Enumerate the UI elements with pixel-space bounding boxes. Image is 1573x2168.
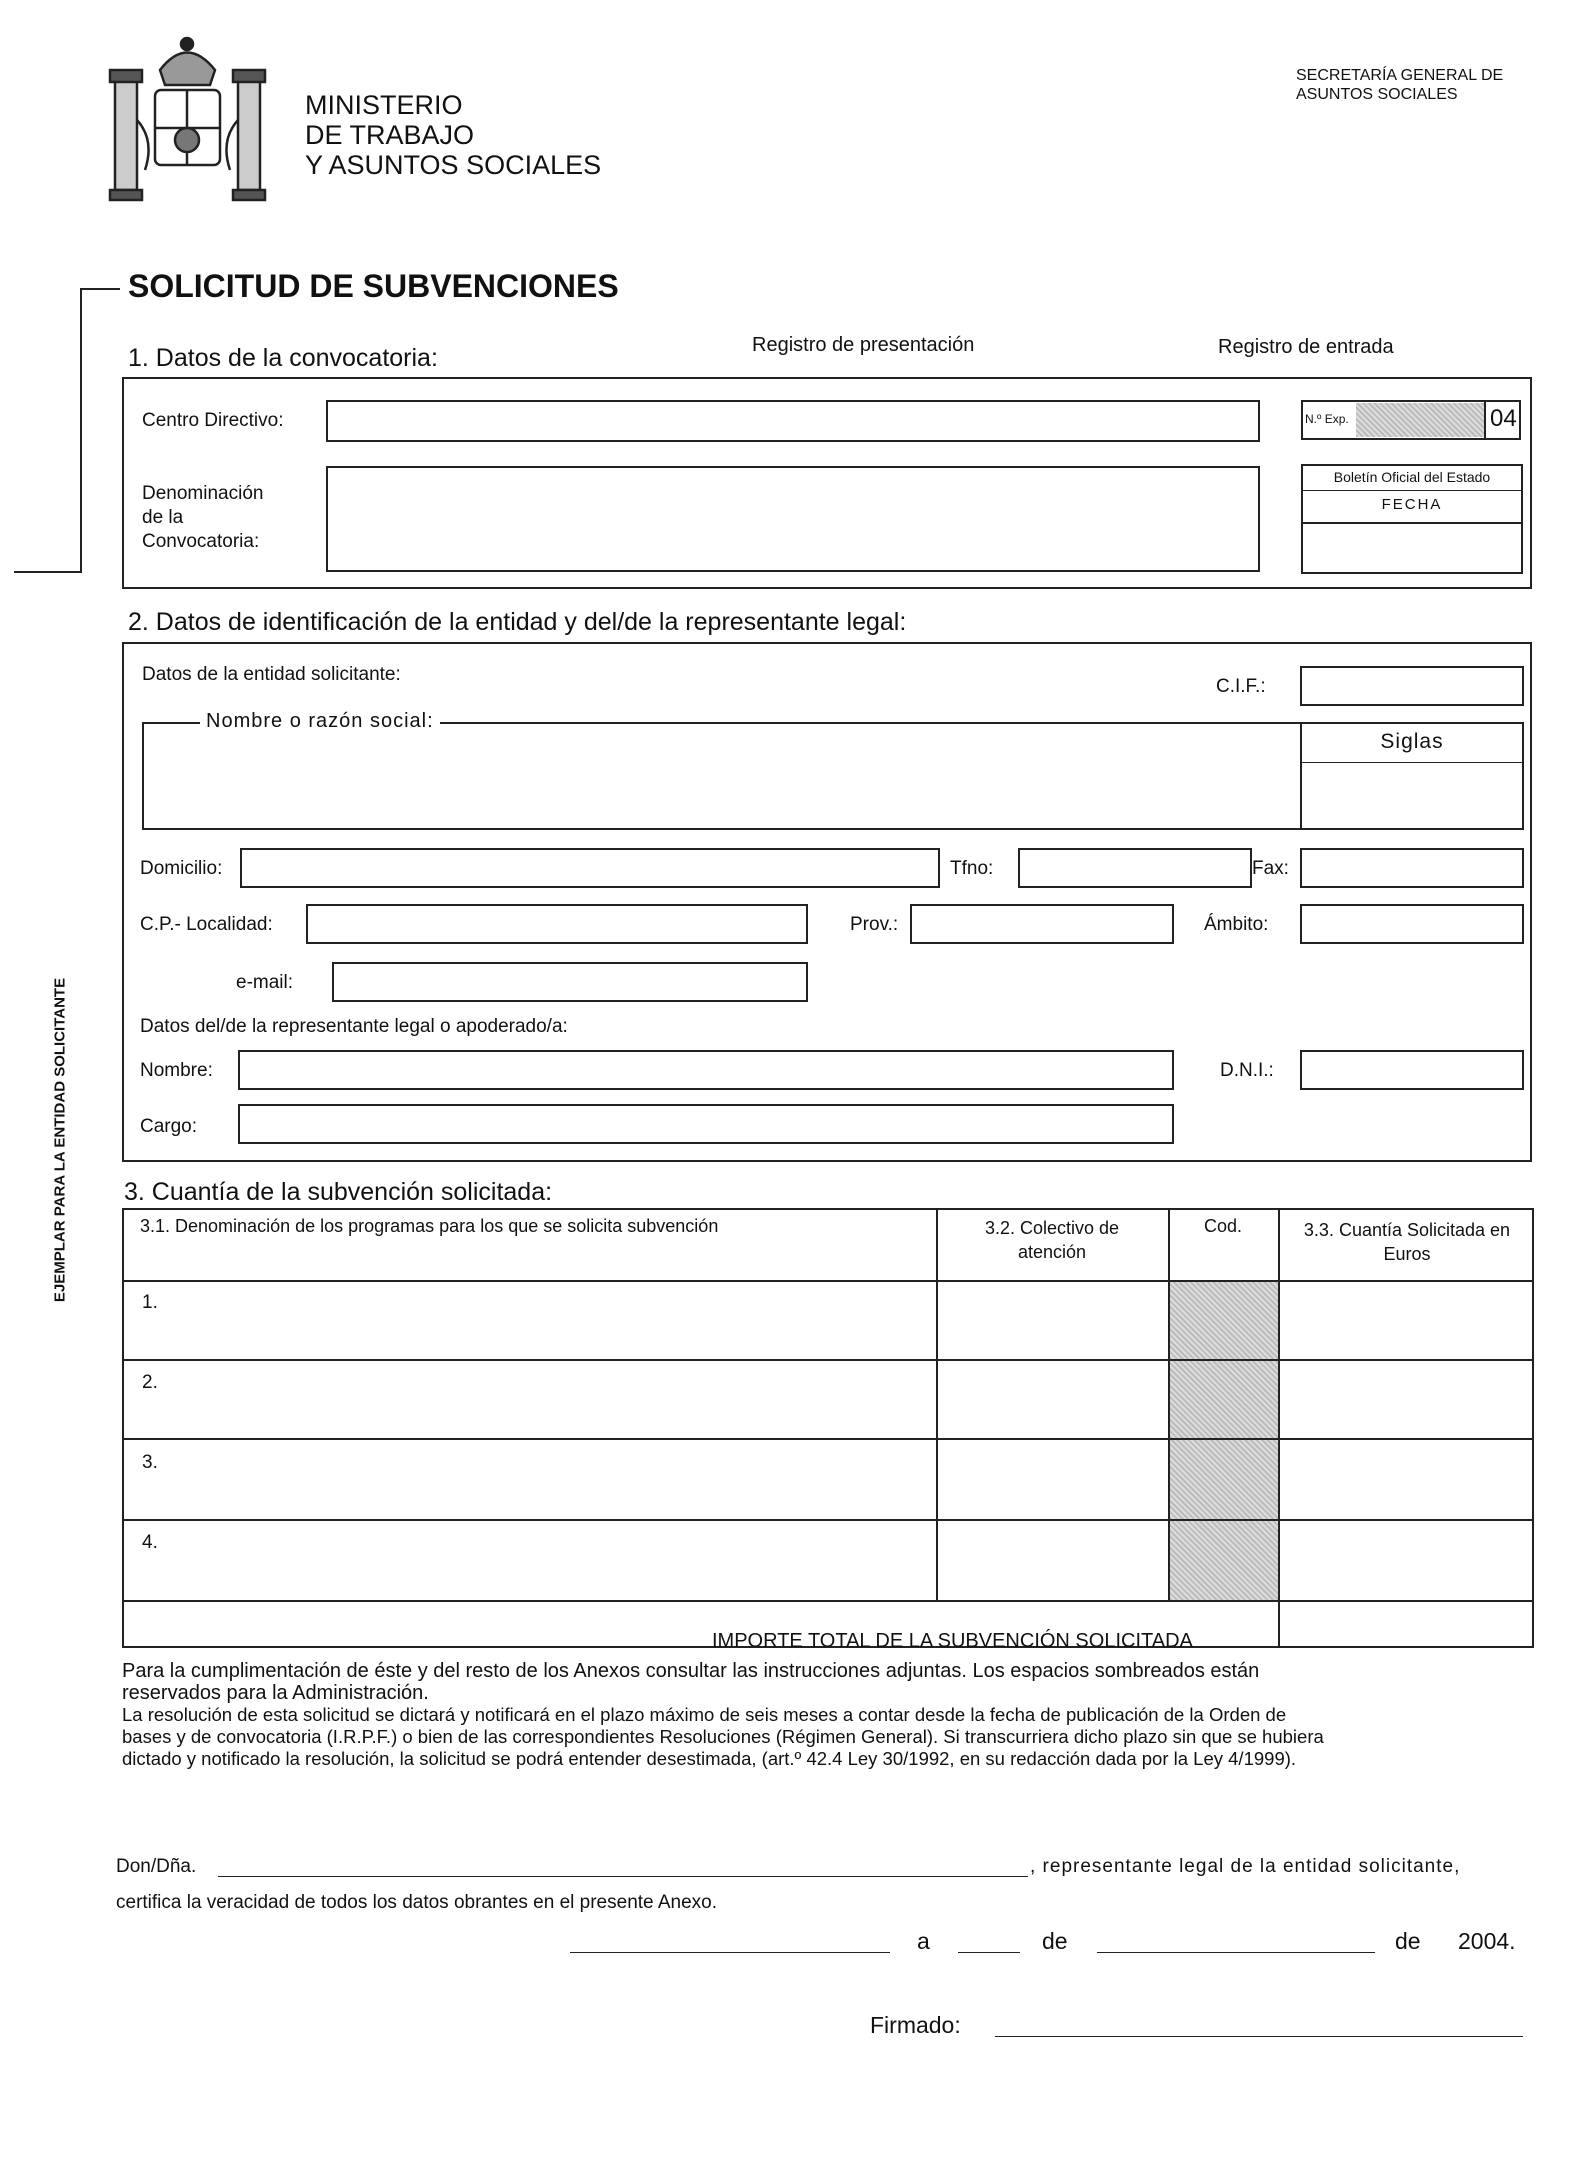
email-label: e-mail: [236, 972, 294, 993]
ministry-line: MINISTERIO [305, 90, 463, 120]
date-a-label: a [917, 1928, 930, 1954]
section3-title: 3. Cuantía de la subvención solicitada: [124, 1178, 553, 1206]
registro-presentacion-label: Registro de presentación [752, 334, 975, 356]
day-line[interactable] [958, 1952, 1020, 1953]
cargo-label: Cargo: [140, 1116, 198, 1137]
cod-shaded-cell [1170, 1282, 1278, 1359]
row-divider [122, 1438, 1534, 1440]
nexp-value: 04 [1490, 405, 1517, 432]
note-line: bases y de convocatoria (I.R.P.F.) o bien de las correspondientes Resoluciones (Régimen General). Si transcurriera dicho plazo sin que se hubiera [122, 1726, 1324, 1747]
tlfno-label: Tfno: [950, 858, 994, 879]
ambito-field[interactable] [1300, 904, 1524, 944]
don-dna-line[interactable] [218, 1876, 1028, 1877]
cif-field[interactable] [1300, 666, 1524, 706]
boe-rule [1301, 490, 1523, 491]
prov-field[interactable] [910, 904, 1174, 944]
cif-label: C.I.F.: [1216, 676, 1266, 697]
program-row-number: 4. [142, 1532, 158, 1553]
ministry-line: Y ASUNTOS SOCIALES [305, 150, 602, 180]
col-cuantia-line: Euros [1383, 1244, 1431, 1264]
col-cod-header: Cod. [1203, 1216, 1243, 1236]
registro-entrada-label: Registro de entrada [1218, 336, 1394, 358]
col-colectivo-line: 3.2. Colectivo de [984, 1218, 1120, 1238]
nombre-label: Nombre: [140, 1060, 213, 1081]
dni-label: D.N.I.: [1220, 1060, 1274, 1081]
denominacion-field[interactable] [326, 466, 1260, 572]
cod-shaded-cell [1170, 1361, 1278, 1438]
dni-field[interactable] [1300, 1050, 1524, 1090]
representante-label: Datos del/de la representante legal o apoderado/a: [140, 1016, 568, 1037]
signature-line[interactable] [995, 2036, 1523, 2037]
centro-directivo-field[interactable] [326, 400, 1260, 442]
note-line: La resolución de esta solicitud se dictará y notificará en el plazo máximo de seis meses a contar desde la fecha de publicación de la Orden de [122, 1704, 1287, 1725]
nombre-razon-label: Nombre o razón social: [200, 710, 440, 733]
note-line: dictado y notificado la resolución, la solicitud se podrá entender desestimada, (art.º 42.4 Ley 30/1992, en su redacción dada por la Ley 4/1999). [122, 1748, 1297, 1769]
nexp-label: N.º Exp. [1305, 412, 1349, 426]
month-line[interactable] [1097, 1952, 1375, 1953]
centro-directivo-label: Centro Directivo: [142, 410, 284, 431]
program-row-number: 3. [142, 1452, 158, 1473]
boe-label: Boletín Oficial del Estado [1333, 469, 1491, 485]
row-divider [122, 1600, 1534, 1602]
place-line[interactable] [570, 1952, 890, 1953]
tlfno-field[interactable] [1018, 848, 1252, 888]
cargo-field[interactable] [238, 1104, 1174, 1144]
don-dna-label: Don/Dña. [116, 1856, 197, 1877]
nexp-shaded-field [1356, 403, 1484, 437]
bracket-vertical [80, 288, 82, 572]
row-divider [122, 1519, 1534, 1521]
col-colectivo-line: atención [1017, 1242, 1087, 1262]
cp-localidad-label: C.P.- Localidad: [140, 914, 273, 935]
coat-of-arms-logo [105, 30, 270, 210]
form-title: SOLICITUD DE SUBVENCIONES [128, 268, 619, 304]
year-label: 2004. [1458, 1928, 1516, 1954]
secretariat-line: SECRETARÍA GENERAL DE [1296, 67, 1504, 84]
ministry-name [305, 90, 601, 180]
programs-table [122, 1208, 1534, 1648]
entidad-label: Datos de la entidad solicitante: [142, 664, 401, 685]
col-cuantia-header [1280, 1218, 1534, 1266]
col-divider [1278, 1208, 1280, 1648]
col-colectivo-header [936, 1216, 1168, 1264]
cod-shaded-cell [1170, 1440, 1278, 1519]
denominacion-line: de la [142, 507, 184, 528]
program-row-number: 1. [142, 1292, 158, 1313]
nexp-divider [1484, 400, 1486, 440]
domicilio-label: Domicilio: [140, 858, 223, 879]
ambito-label: Ámbito: [1204, 914, 1269, 935]
fax-label: Fax: [1252, 858, 1289, 879]
fecha-rule [1301, 522, 1523, 524]
denominacion-label [142, 482, 263, 554]
certifica-text: certifica la veracidad de todos los datos obrantes en el presente Anexo. [116, 1892, 717, 1913]
nombre-field[interactable] [238, 1050, 1174, 1090]
representante-text: , representante legal de la entidad solicitante, [1030, 1856, 1461, 1877]
date-de-label: de [1042, 1928, 1068, 1954]
resolution-note [122, 1704, 1324, 1770]
note-line: reservados para la Administración. [122, 1682, 429, 1704]
firmado-label: Firmado: [870, 2012, 961, 2038]
program-row-number: 2. [142, 1372, 158, 1393]
ministry-line: DE TRABAJO [305, 120, 475, 150]
side-copy-label: EJEMPLAR PARA LA ENTIDAD SOLICITANTE [51, 977, 69, 1303]
bracket-bottom [14, 571, 82, 573]
prov-label: Prov.: [850, 914, 899, 935]
date-de-label: de [1395, 1928, 1421, 1954]
col-divider [936, 1208, 938, 1601]
row-divider [122, 1359, 1534, 1361]
col-cuantia-line: 3.3. Cuantía Solicitada en [1303, 1220, 1511, 1240]
secretariat-line: ASUNTOS SOCIALES [1296, 86, 1458, 103]
bracket-top [80, 288, 120, 290]
secretariat-name [1296, 66, 1503, 104]
siglas-label: Siglas [1380, 730, 1444, 753]
denominacion-line: Denominación [142, 483, 264, 504]
section2-title: 2. Datos de identificación de la entidad y del/de la representante legal: [128, 608, 907, 636]
domicilio-field[interactable] [240, 848, 940, 888]
instructions-note [122, 1660, 1259, 1704]
fecha-label: FECHA [1381, 496, 1443, 513]
col-programas-header: 3.1. Denominación de los programas para los que se solicita subvención [140, 1216, 719, 1236]
fax-field[interactable] [1300, 848, 1524, 888]
siglas-rule [1300, 762, 1524, 763]
row-divider [122, 1280, 1534, 1282]
cp-localidad-field[interactable] [306, 904, 808, 944]
importe-total-label: IMPORTE TOTAL DE LA SUBVENCIÓN SOLICITADA [712, 1630, 1193, 1652]
note-line: Para la cumplimentación de éste y del resto de los Anexos consultar las instrucciones adjuntas. Los espacios sombreados están [122, 1660, 1260, 1682]
cod-shaded-cell [1170, 1521, 1278, 1600]
denominacion-line: Convocatoria: [142, 531, 260, 552]
section1-title: 1. Datos de la convocatoria: [128, 344, 438, 372]
email-field[interactable] [332, 962, 808, 1002]
